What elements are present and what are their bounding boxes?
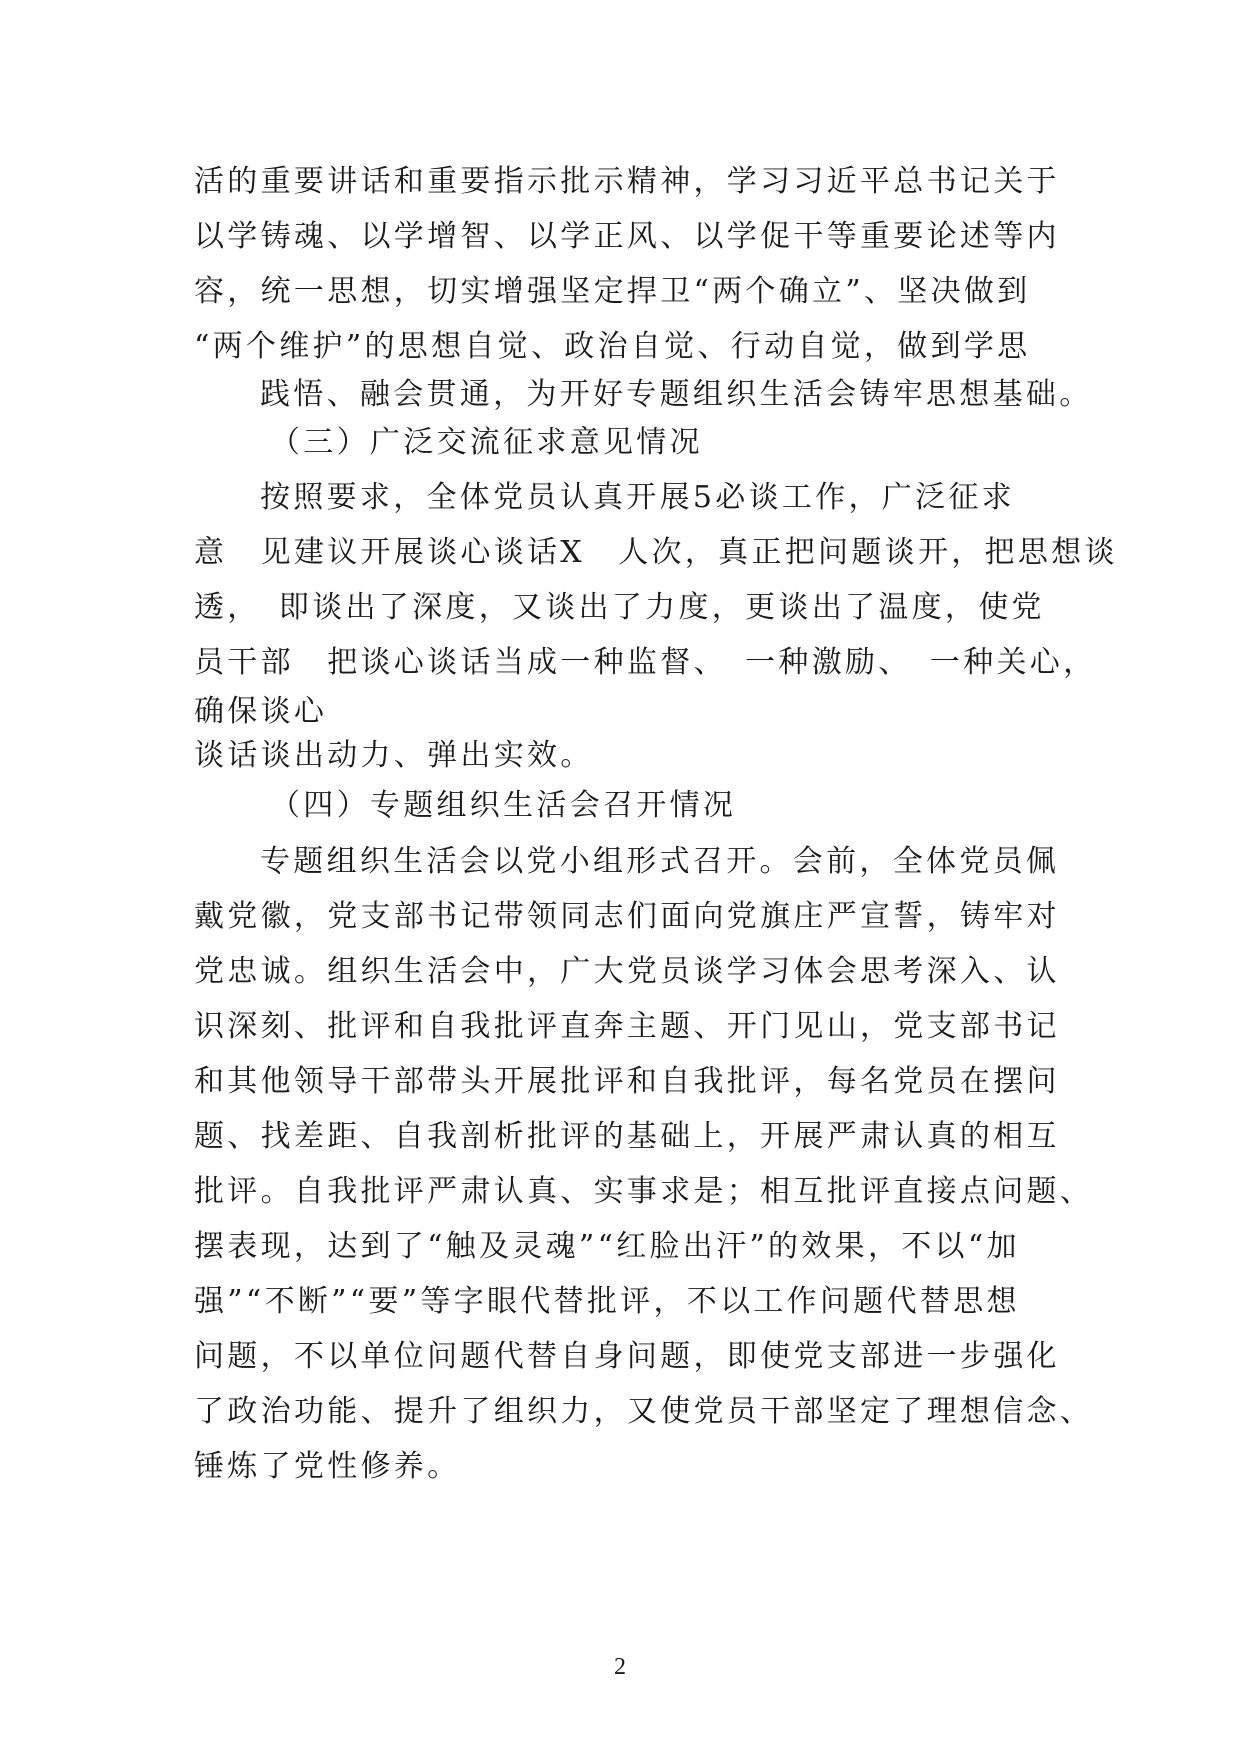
paragraph-line: 摆表现，达到了“触及灵魂”“红脸出汗”的效果，不以“加 xyxy=(194,1229,1020,1264)
section-heading: （四）专题组织生活会召开情况 xyxy=(270,788,737,823)
paragraph-line: 按照要求，全体党员认真开展5必谈工作，广泛征求 xyxy=(260,480,1015,515)
page-number: 2 xyxy=(614,1654,626,1680)
paragraph-line: 题、找差距、自我剖析批评的基础上，开展严肃认真的相互 xyxy=(194,1119,1060,1154)
paragraph-line: 锤炼了党性修养。 xyxy=(194,1449,461,1484)
paragraph-line: “两个维护”的思想自觉、政治自觉、行动自觉，做到学思 xyxy=(194,329,1031,364)
paragraph-line: 容，统一思想，切实增强坚定捍卫“两个确立”、坚决做到 xyxy=(194,274,1031,309)
paragraph-line: 戴党徽，党支部书记带领同志们面向党旗庄严宣誓，铸牢对 xyxy=(194,899,1060,934)
paragraph-line: 问题，不以单位问题代替自身问题，即使党支部进一步强化 xyxy=(194,1339,1060,1374)
paragraph-line: 识深刻、批评和自我批评直奔主题、开门见山，党支部书记 xyxy=(194,1009,1060,1044)
paragraph-line: 意 见建议开展谈心谈话X 人次，真正把问题谈开，把思想谈 xyxy=(194,535,1118,570)
paragraph-line: 透， 即谈出了深度，又谈出了力度，更谈出了温度，使党 xyxy=(194,590,1045,625)
paragraph-line: 确保谈心 xyxy=(194,694,328,729)
paragraph-line: 员干部 把谈心谈话当成一种监督、 一种激励、 一种关心， xyxy=(194,645,1097,680)
paragraph-line: 批评。自我批评严肃认真、实事求是；相互批评直接点问题、 xyxy=(194,1174,1094,1209)
paragraph-line: 了政治功能、提升了组织力，又使党员干部坚定了理想信念、 xyxy=(194,1394,1094,1429)
paragraph-line: 和其他领导干部带头开展批评和自我批评，每名党员在摆问 xyxy=(194,1064,1060,1099)
paragraph-line: 强”“不断”“要”等字眼代替批评，不以工作问题代替思想 xyxy=(194,1284,1020,1319)
paragraph-line: 践悟、融会贯通，为开好专题组织生活会铸牢思想基础。 xyxy=(260,377,1093,412)
paragraph-line: 活的重要讲话和重要指示批示精神，学习习近平总书记关于 xyxy=(194,164,1060,199)
paragraph-line: 党忠诚。组织生活会中，广大党员谈学习体会思考深入、认 xyxy=(194,954,1060,989)
paragraph-line: 专题组织生活会以党小组形式召开。会前，全体党员佩 xyxy=(260,844,1060,879)
section-heading: （三）广泛交流征求意见情况 xyxy=(270,425,703,460)
paragraph-line: 谈话谈出动力、弹出实效。 xyxy=(194,738,594,773)
paragraph-line: 以学铸魂、以学增智、以学正风、以学促干等重要论述等内 xyxy=(194,219,1060,254)
